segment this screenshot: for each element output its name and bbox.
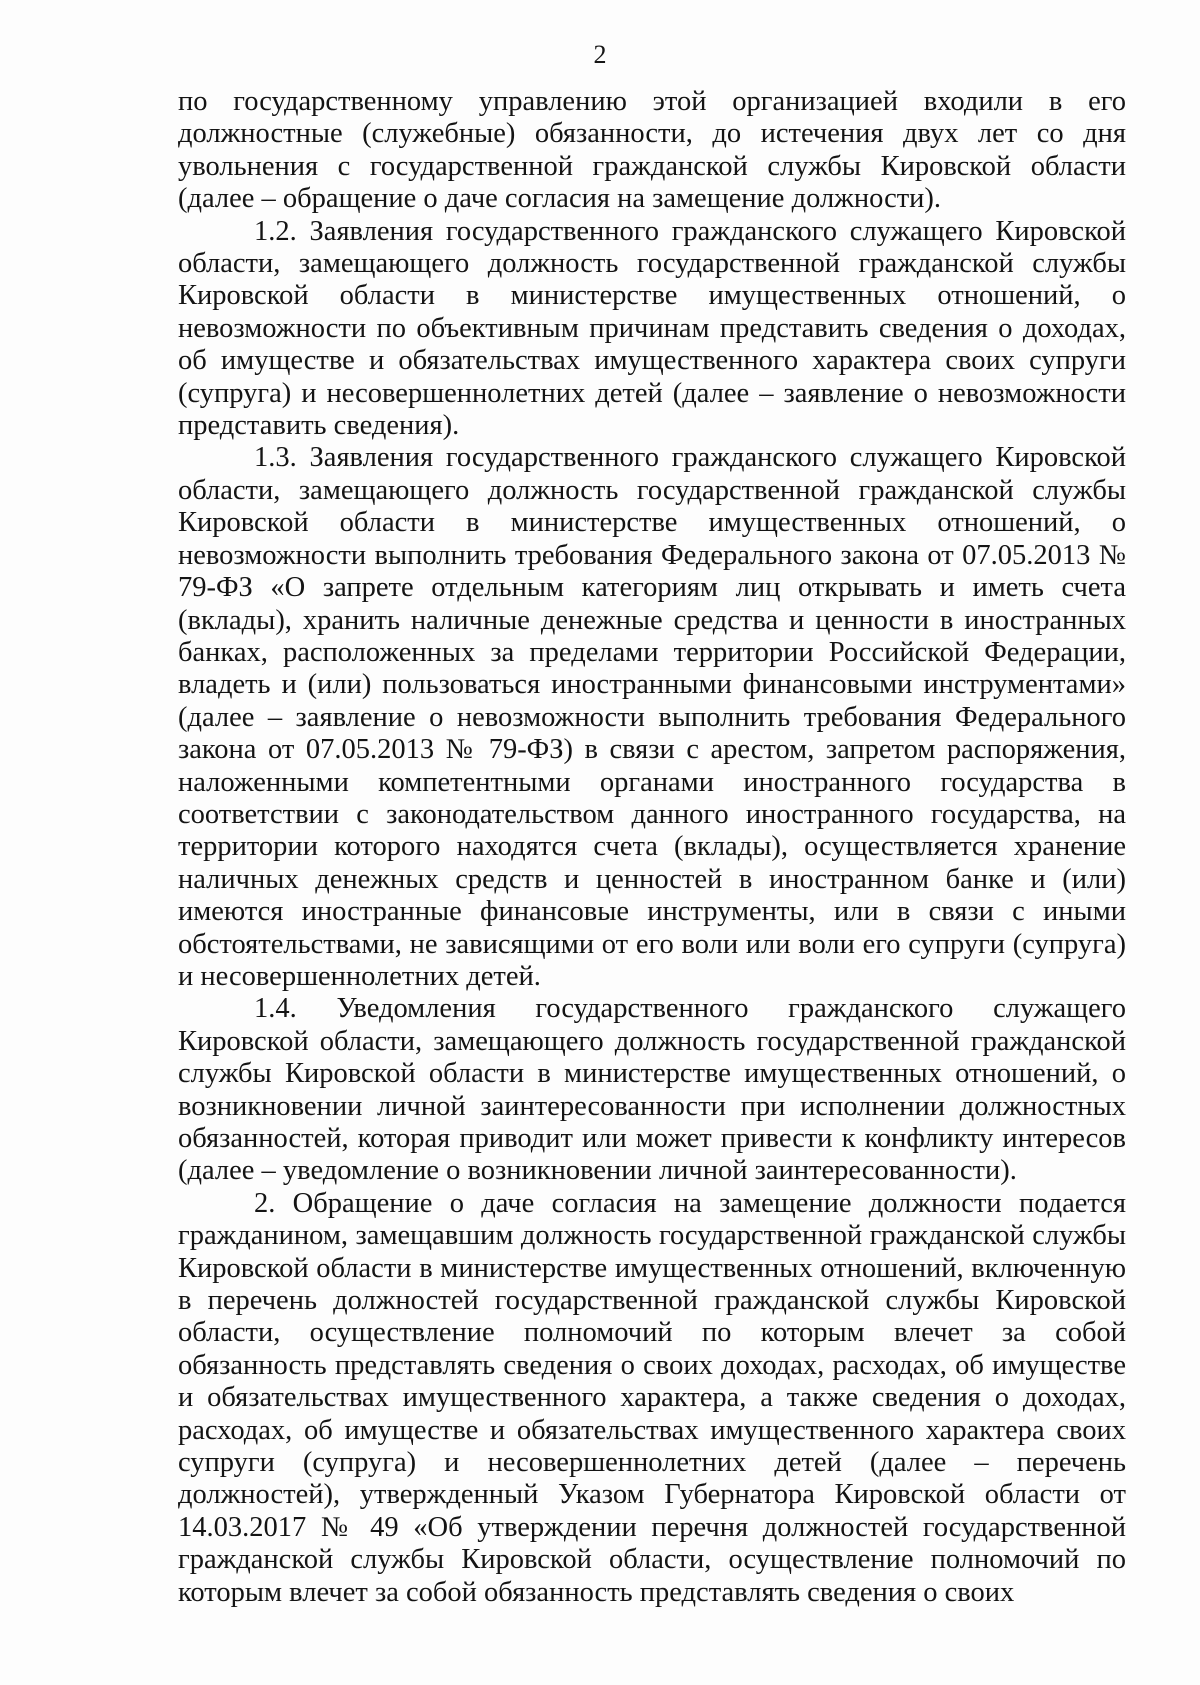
- paragraph-1-4: 1.4. Уведомления государственного гражданского служащего Кировской области, замещающего должность государственной гражданской службы Кировской области в министерстве имущественных отношений, о возникновении личной заинтересованности при исполнении должностных обязанностей, которая приводит или может привести к конфликту интересов (далее – уведомление о возникновении личной заинтересованности).: [178, 993, 1126, 1187]
- page-number: 2: [593, 40, 607, 69]
- document-body: [178, 86, 1126, 1609]
- paragraph-continuation: по государственному управлению этой организацией входили в его должностные (служебные) обязанности, до истечения двух лет со дня увольнения с государственной гражданской службы Кировской области (далее – обращение о даче согласия на замещение должности).: [178, 86, 1126, 215]
- paragraph-1-3: 1.3. Заявления государственного гражданского служащего Кировской области, замещающего должность государственной гражданской службы Кировской области в министерстве имущественных отношений, о невозможности выполнить требования Федерального закона от 07.05.2013 № 79-ФЗ «О запрете отдельным категориям лиц открывать и иметь счета (вклады), хранить наличные денежные средства и ценности в иностранных банках, расположенных за пределами территории Российской Федерации, владеть и (или) пользоваться иностранными финансовыми инструментами» (далее – заявление о невозможности выполнить требования Федерального закона от 07.05.2013 № 79-ФЗ) в связи с арестом, запретом распоряжения, наложенными компетентными органами иностранного государства в соответствии с законодательством данного иностранного государства, на территории которого находятся счета (вклады), осуществляется хранение наличных денежных средств и ценностей в иностранном банке и (или) имеются иностранные финансовые инструменты, или в связи с иными обстоятельствами, не зависящими от его воли или воли его супруги (супруга) и несовершеннолетних детей.: [178, 442, 1126, 992]
- paragraph-1-2: 1.2. Заявления государственного гражданского служащего Кировской области, замещающего должность государственной гражданской службы Кировской области в министерстве имущественных отношений, о невозможности по объективным причинам представить сведения о доходах, об имуществе и обязательствах имущественного характера своих супруги (супруга) и несовершеннолетних детей (далее – заявление о невозможности представить сведения).: [178, 215, 1126, 442]
- paragraph-2: 2. Обращение о даче согласия на замещение должности подается гражданином, замещавшим должность государственной гражданской службы Кировской области в министерстве имущественных отношений, включенную в перечень должностей государственной гражданской службы Кировской области, осуществление полномочий по которым влечет за собой обязанность представлять сведения о своих доходах, расходах, об имуществе и обязательствах имущественного характера, а также сведения о доходах, расходах, об имуществе и обязательствах имущественного характера своих супруги (супруга) и несовершеннолетних детей (далее – перечень должностей), утвержденный Указом Губернатора Кировской области от 14.03.2017 № 49 «Об утверждении перечня должностей государственной гражданской службы Кировской области, осуществление полномочий по которым влечет за собой обязанность представлять сведения о своих: [178, 1187, 1126, 1608]
